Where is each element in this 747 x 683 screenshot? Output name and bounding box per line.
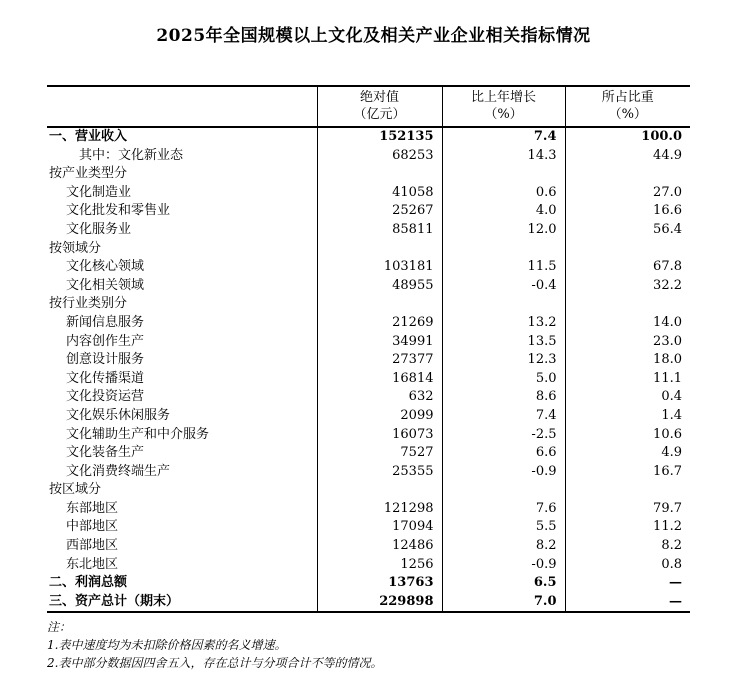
row-value-col2: 7.4 [442,127,565,147]
row-value-col1: 48955 [317,277,442,296]
indicators-table [47,85,690,613]
row-value-col1: 27377 [317,351,442,370]
row-value-col1: 121298 [317,500,442,519]
row-value-col1: 13763 [317,574,442,593]
row-value-col2 [442,481,565,500]
row-value-col3: — [565,574,690,593]
row-label: 一、营业收入 [49,129,128,144]
row-value-col2: -2.5 [442,426,565,445]
row-value-col2: -0.9 [442,556,565,575]
table-row [47,184,690,203]
row-label: 东部地区 [66,500,119,516]
table-row [47,165,690,184]
footnotes-heading: 注： [47,620,72,635]
header-yoy-growth [442,86,565,127]
row-label: 三、资产总计（期末） [47,593,317,613]
row-label: 文化制造业 [66,184,132,200]
row-value-col3: 56.4 [565,221,690,240]
row-value-col1 [317,481,442,500]
table-row [47,351,690,370]
row-value-col2: -0.4 [442,277,565,296]
row-value-col2: 6.6 [442,444,565,463]
row-value-col2: 13.5 [442,333,565,352]
row-label: 内容创作生产 [66,333,145,349]
table-row [47,426,690,445]
footnotes [47,618,747,672]
row-label: 文化服务业 [66,221,132,237]
table-row [47,314,690,333]
table-header-row [47,86,690,127]
row-value-col3 [565,240,690,259]
row-label: 东北地区 [66,556,119,572]
row-label: 文化批发和零售业 [66,203,171,219]
row-value-col3: 0.8 [565,556,690,575]
table-row [47,518,690,537]
header-absolute-value-line1: 绝对值 [359,90,399,105]
row-value-col3: 18.0 [565,351,690,370]
header-yoy-growth-line2: （%） [484,107,523,122]
table-row [47,258,690,277]
row-value-col2: 7.4 [442,407,565,426]
row-label: 二、利润总额 [49,575,128,591]
row-value-col2: 7.0 [442,593,565,613]
row-value-col1: 34991 [317,333,442,352]
row-value-col1: 17094 [317,518,442,537]
header-yoy-growth-line1: 比上年增长 [470,90,536,105]
row-value-col3: 100.0 [565,127,690,147]
footnote-line-1: 1.表中速度均为未扣除价格因素的名义增速。 [47,638,287,653]
row-value-col3: 16.7 [565,463,690,482]
row-value-col1: 21269 [317,314,442,333]
row-value-col2: 7.6 [442,500,565,519]
row-value-col2: 8.2 [442,537,565,556]
row-value-col2: 4.0 [442,202,565,221]
row-value-col1: 85811 [317,221,442,240]
row-label: 其中：文化新业态 [79,147,184,163]
header-absolute-value-line2: （亿元） [353,107,406,122]
row-value-col1: 41058 [317,184,442,203]
row-value-col1 [317,165,442,184]
row-value-col2 [442,165,565,184]
row-value-col3: 32.2 [565,277,690,296]
table-row [47,556,690,575]
row-value-col3: 0.4 [565,388,690,407]
row-label: 文化相关领域 [66,277,145,293]
header-share-line1: 所占比重 [601,90,654,105]
header-absolute-value [317,86,442,127]
row-value-col3: 27.0 [565,184,690,203]
row-value-col3 [565,481,690,500]
row-value-col3: 11.1 [565,370,690,389]
table-row [47,444,690,463]
row-value-col1: 16814 [317,370,442,389]
row-value-col1: 229898 [317,593,442,613]
row-value-col2: 12.3 [442,351,565,370]
row-value-col3: 10.6 [565,426,690,445]
row-value-col2: 11.5 [442,258,565,277]
row-value-col1: 103181 [317,258,442,277]
table-row [47,463,690,482]
row-label: 文化装备生产 [66,445,145,461]
row-value-col2: 0.6 [442,184,565,203]
row-value-col2: 14.3 [442,147,565,166]
row-value-col2: 12.0 [442,221,565,240]
row-value-col2: -0.9 [442,463,565,482]
row-value-col3: 8.2 [565,537,690,556]
row-label: 文化投资运营 [66,389,145,405]
table-row [47,481,690,500]
page-title: 2025年全国规模以上文化及相关产业企业相关指标情况 [156,26,591,46]
row-value-col3: 67.8 [565,258,690,277]
row-value-col3: 44.9 [565,147,690,166]
table-row [47,593,690,613]
footnote-line-2: 2.表中部分数据因四舍五入，存在总计与分项合计不等的情况。 [47,656,383,671]
row-value-col1 [317,240,442,259]
row-value-col1: 7527 [317,444,442,463]
row-label: 文化娱乐休闲服务 [66,407,171,423]
row-value-col1: 16073 [317,426,442,445]
row-value-col1: 632 [317,388,442,407]
row-value-col3: — [565,593,690,613]
row-value-col1: 68253 [317,147,442,166]
row-value-col1: 2099 [317,407,442,426]
table-row [47,240,690,259]
row-label: 文化辅助生产和中介服务 [66,426,210,442]
row-value-col1: 25267 [317,202,442,221]
row-value-col1: 12486 [317,537,442,556]
row-label: 西部地区 [66,538,119,554]
row-value-col2: 13.2 [442,314,565,333]
row-value-col3: 16.6 [565,202,690,221]
row-label: 按领域分 [49,240,102,256]
table-body [47,127,690,612]
row-value-col3: 23.0 [565,333,690,352]
table-row [47,574,690,593]
header-spacer [47,86,317,127]
row-value-col1: 25355 [317,463,442,482]
row-value-col3: 4.9 [565,444,690,463]
row-value-col2: 8.6 [442,388,565,407]
table-row [47,500,690,519]
row-label: 按区域分 [49,482,102,498]
table-row [47,537,690,556]
row-value-col1 [317,295,442,314]
row-label: 文化核心领域 [66,259,145,275]
row-value-col1: 1256 [317,556,442,575]
row-label: 创意设计服务 [66,352,145,368]
table-row [47,407,690,426]
row-value-col2: 6.5 [442,574,565,593]
row-value-col1: 152135 [317,127,442,147]
row-label: 文化消费终端生产 [66,463,171,479]
row-value-col3: 1.4 [565,407,690,426]
row-value-col3 [565,295,690,314]
table-row [47,221,690,240]
table-row [47,277,690,296]
row-value-col3 [565,165,690,184]
row-value-col3: 79.7 [565,500,690,519]
row-label: 文化传播渠道 [66,370,145,386]
table-row [47,295,690,314]
row-value-col3: 14.0 [565,314,690,333]
table-row [47,147,690,166]
table-row [47,202,690,221]
row-label: 按行业类别分 [49,296,128,312]
table-row [47,370,690,389]
row-value-col2: 5.5 [442,518,565,537]
header-share-line2: （%） [608,107,647,122]
row-value-col2 [442,295,565,314]
table-row [47,127,690,147]
row-label: 新闻信息服务 [66,314,145,330]
row-value-col2: 5.0 [442,370,565,389]
header-share [565,86,690,127]
row-label: 中部地区 [66,519,119,535]
table-row [47,388,690,407]
row-value-col2 [442,240,565,259]
row-value-col3: 11.2 [565,518,690,537]
page [0,26,747,683]
table-row [47,333,690,352]
row-label: 按产业类型分 [49,166,128,182]
